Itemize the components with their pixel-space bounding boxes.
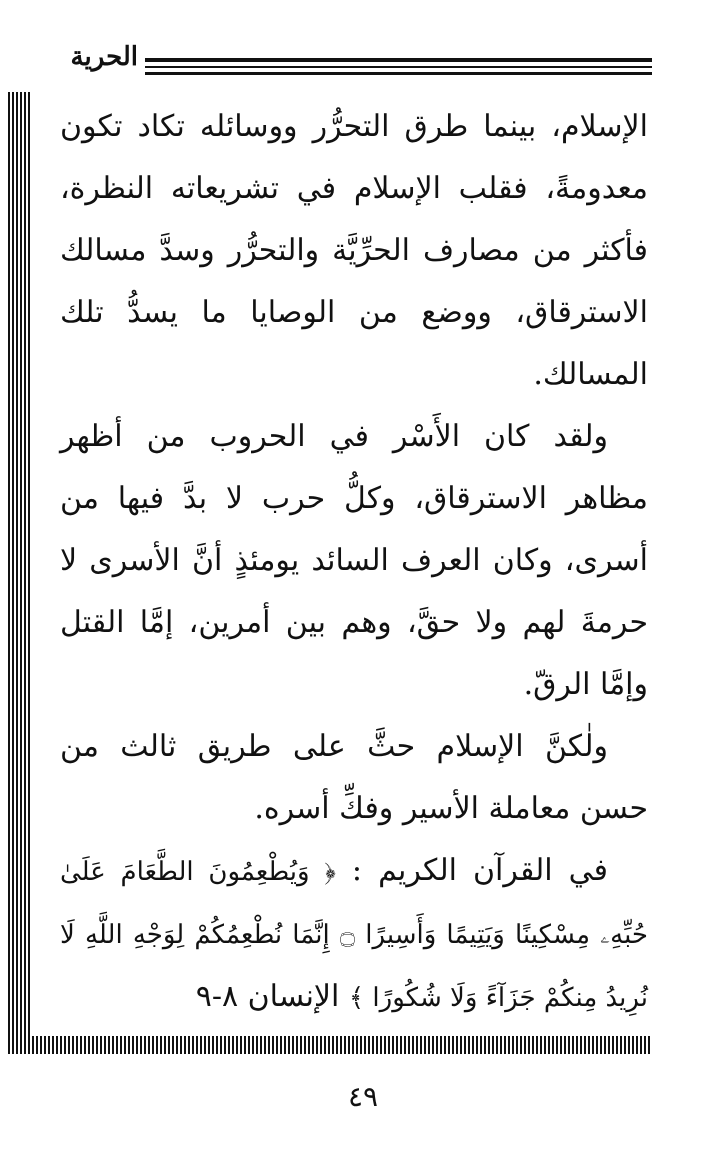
body-text (60, 96, 648, 1029)
quran-verse: ﴿ وَيُطْعِمُونَ الطَّعَامَ عَلَىٰ حُبِّهِۦ مِسْكِينًا وَيَتِيمًا وَأَسِيرًا ۝ إِنَّمَا نُطْعِمُكُمْ لِوَجْهِ اللَّهِ لَا نُرِيدُ مِنكُمْ جَزَآءً وَلَا شُكُورًا ﴾ (60, 857, 648, 1013)
page-number: ٤٩ (347, 1080, 379, 1113)
quran-intro: في القرآن الكريم : (351, 853, 608, 888)
page-frame-left-border (8, 92, 30, 1052)
header-rule-thin (145, 72, 652, 75)
page-frame-bottom-border (8, 1036, 652, 1054)
paragraph: ولٰكنَّ الإسلام حثَّ على طريق ثالث من حسن معاملة الأسير وفكِّ أسره. (60, 729, 648, 826)
quran-reference: الإنسان ٨-٩ (195, 979, 340, 1014)
quran-citation (60, 840, 648, 1029)
paragraph: الإسلام، بينما طرق التحرُّر ووسائله تكاد تكون معدومةً، فقلب الإسلام في تشريعاته النظرة، فأكثر من مصارف الحرِّيَّة والتحرُّر وسدَّ مسالك الاسترقاق، ووضع من الوصايا ما يسدُّ تلك المسالك. (60, 109, 648, 392)
paragraph: ولقد كان الأَسْر في الحروب من أظهر مظاهر الاسترقاق، وكلُّ حرب لا بدَّ فيها من أسرى، وكان العرف السائد يومئذٍ أنَّ الأسرى لا حرمةَ لهم ولا حقَّ، وهم بين أمرين، إمَّا القتل وإمَّا الرقّ. (60, 419, 648, 702)
running-header-title: الحرية (70, 42, 138, 72)
header-rule (145, 58, 652, 68)
